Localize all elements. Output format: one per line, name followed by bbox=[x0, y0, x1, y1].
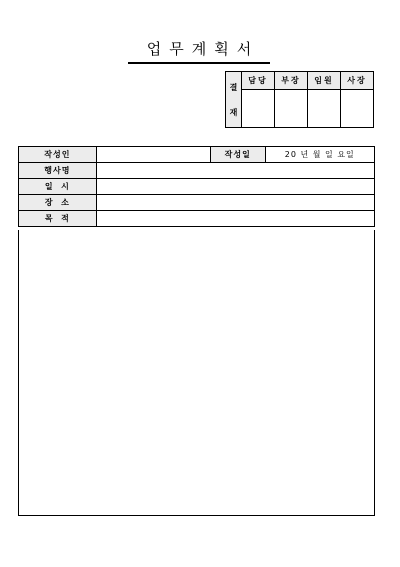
info-table bbox=[18, 146, 375, 227]
document-title-text: 업무계획서 bbox=[146, 40, 260, 58]
approval-col-executive: 임원 bbox=[308, 72, 341, 90]
approval-sign-president[interactable] bbox=[341, 90, 374, 128]
approval-sign-executive[interactable] bbox=[308, 90, 341, 128]
document-title bbox=[128, 36, 270, 64]
purpose-label: 목 적 bbox=[19, 211, 97, 227]
author-label: 작성인 bbox=[19, 147, 97, 163]
approval-sign-staff[interactable] bbox=[242, 90, 275, 128]
event-label: 행사명 bbox=[19, 163, 97, 179]
approval-col-staff: 담당 bbox=[242, 72, 275, 90]
date-field[interactable]: 20 년 월 일 요일 bbox=[265, 147, 374, 163]
datetime-field[interactable] bbox=[96, 179, 374, 195]
place-field[interactable] bbox=[96, 195, 374, 211]
approval-side-label bbox=[226, 72, 242, 128]
approval-side-top: 결 bbox=[229, 82, 238, 92]
datetime-label: 일 시 bbox=[19, 179, 97, 195]
date-label: 작성일 bbox=[210, 147, 265, 163]
approval-side-bottom: 재 bbox=[229, 107, 238, 117]
place-label: 장 소 bbox=[19, 195, 97, 211]
approval-sign-manager[interactable] bbox=[275, 90, 308, 128]
event-field[interactable] bbox=[96, 163, 374, 179]
approval-table bbox=[225, 71, 374, 128]
approval-col-president: 사장 bbox=[341, 72, 374, 90]
approval-col-manager: 부장 bbox=[275, 72, 308, 90]
author-field[interactable] bbox=[96, 147, 210, 163]
purpose-field[interactable] bbox=[96, 211, 374, 227]
plan-content-area[interactable] bbox=[18, 230, 375, 516]
